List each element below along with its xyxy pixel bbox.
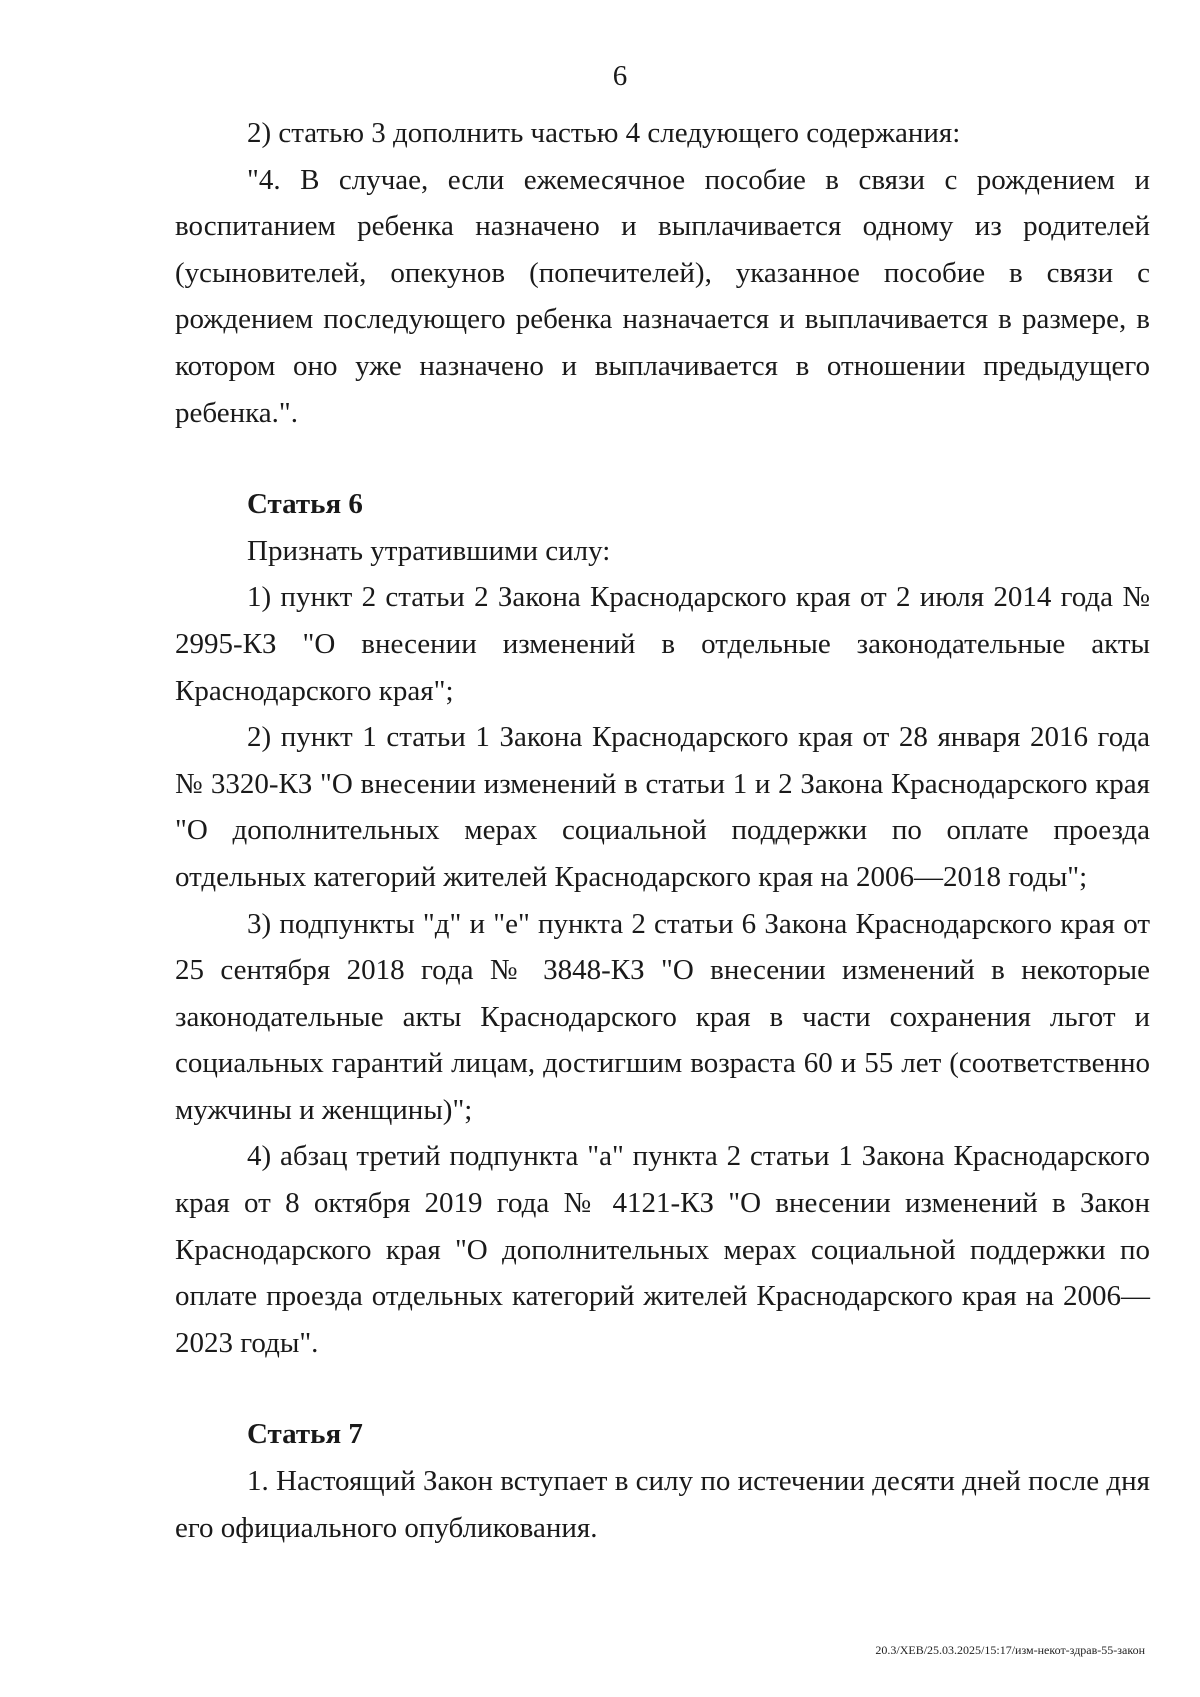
paragraph-repeal-item-1: 1) пункт 2 статьи 2 Закона Краснодарского края от 2 июля 2014 года № 2995-КЗ "О внесении изменений в отдельные законодательные акты Краснодарского края"; xyxy=(175,581,1150,707)
paragraph-repeal-intro: Признать утратившими силу: xyxy=(247,534,611,567)
paragraph-repeal-item-4: 4) абзац третий подпункта "а" пункта 2 статьи 1 Закона Краснодарского края от 8 октября 2019 года № 4121-КЗ "О внесении изменений в Закон Краснодарского края "О дополнительных мерах социальной поддержки по оплате проезда отдельных категорий жителей Краснодарского края на 2006—2023 годы". xyxy=(175,1140,1150,1359)
document-footer-code: 20.3/ХЕВ/25.03.2025/15:17/изм-некот-здрав-55-закон xyxy=(875,1643,1145,1657)
article-7-heading: Статья 7 xyxy=(247,1418,363,1451)
document-body xyxy=(175,110,1150,1551)
paragraph-amendment-item-2: 2) статью 3 дополнить частью 4 следующего содержания: xyxy=(247,117,961,149)
paragraph-repeal-item-3: 3) подпункты "д" и "е" пункта 2 статьи 6 Закона Краснодарского края от 25 сентября 2018 года № 3848-КЗ "О внесении изменений в некоторые законодательные акты Краснодарского края в части сохранения льгот и социальных гарантий лицам, достигшим возраста 60 и 55 лет (соответственно мужчины и женщины)"; xyxy=(175,907,1150,1126)
paragraph-repeal-item-2: 2) пункт 1 статьи 1 Закона Краснодарского края от 28 января 2016 года № 3320-КЗ "О внесении изменений в статьи 1 и 2 Закона Краснодарского края "О дополнительных мерах социальной поддержки по оплате проезда отдельных категорий жителей Краснодарского края на 2006—2018 годы"; xyxy=(175,721,1150,893)
page-number: 6 xyxy=(612,60,628,92)
article-6-heading: Статья 6 xyxy=(247,488,363,521)
paragraph-entry-into-force: 1. Настоящий Закон вступает в силу по истечении десяти дней после дня его официального опубликования. xyxy=(175,1465,1150,1544)
paragraph-quoted-part-4: "4. В случае, если ежемесячное пособие в связи с рождением и воспитанием ребенка назначено и выплачивается одному из родителей (усыновителей, опекунов (попечителей), указанное пособие в связи с рождением последующего ребенка назначается и выплачивается в размере, в котором оно уже назначено и выплачивается в отношении предыдущего ребенка.". xyxy=(175,163,1150,429)
